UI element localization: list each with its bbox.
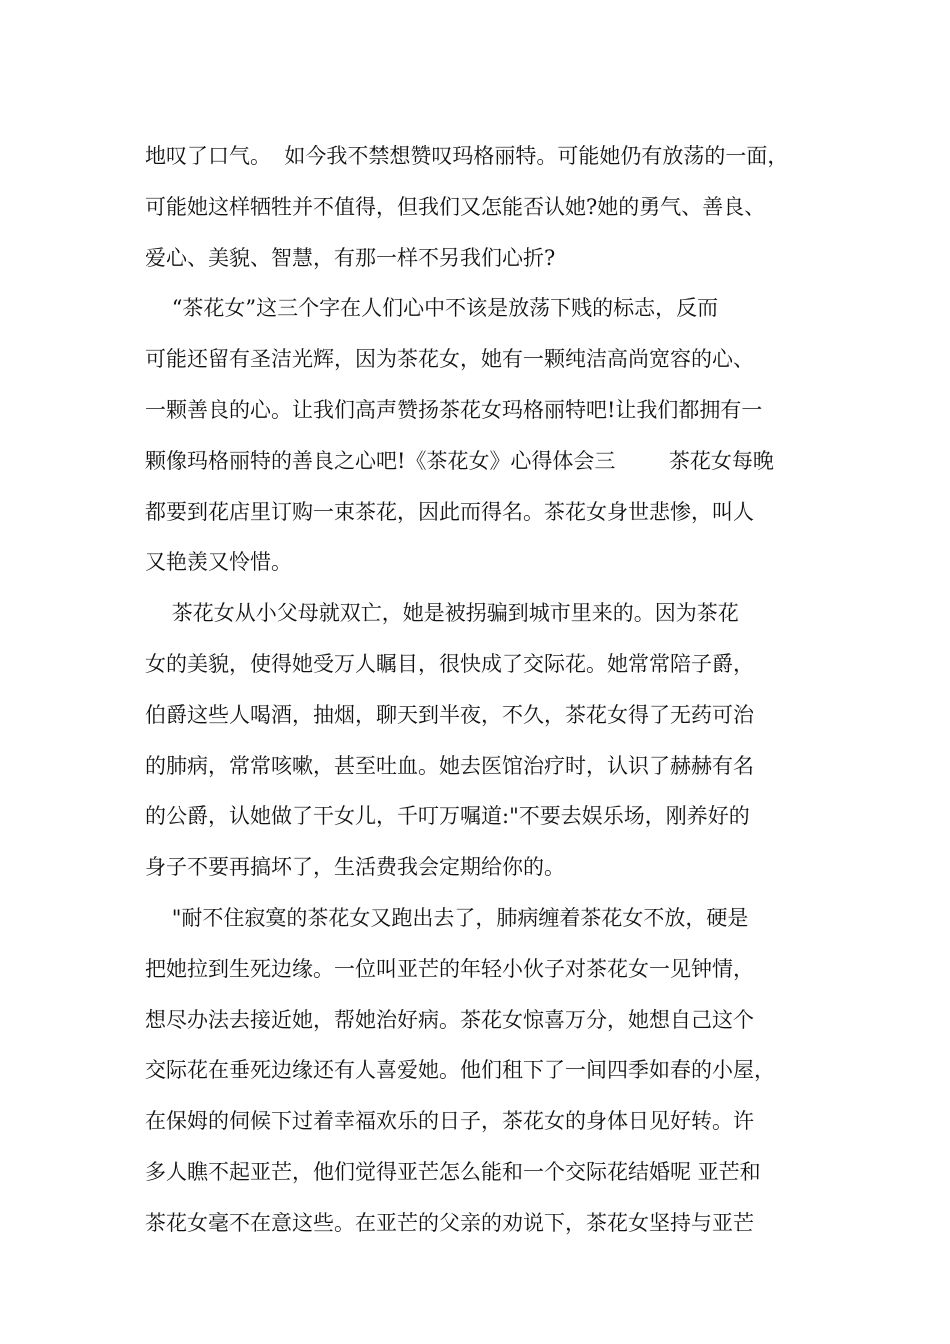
text-line: 交际花在垂死边缘还有人喜爱她。他们租下了一间四季如春的小屋， — [145, 1058, 775, 1083]
text-line: 一颗善良的心。让我们高声赞扬茶花女玛格丽特吧!让我们都拥有一 — [145, 397, 763, 422]
text-line: 多人瞧不起亚芒，他们觉得亚芒怎么能和一个交际花结婚呢 亚芒和 — [145, 1159, 761, 1184]
text-line: 的肺病，常常咳嗽，甚至吐血。她去医馆治疗时，认识了赫赫有名 — [145, 753, 754, 778]
text-line: 茶花女毫不在意这些。在亚芒的父亲的劝说下，茶花女坚持与亚芒 — [145, 1210, 754, 1235]
text-line: 可能她这样牺牲并不值得，但我们又怎能否认她?她的勇气、善良、 — [145, 194, 766, 219]
text-line: 身子不要再搞坏了，生活费我会定期给你的。 — [145, 855, 565, 880]
text-line: 都要到花店里订购一束茶花，因此而得名。茶花女身世悲惨，叫人 — [145, 499, 754, 524]
text-line: 又艳羡又怜惜。 — [145, 550, 292, 575]
text-line: 茶花女从小父母就双亡，她是被拐骗到城市里来的。因为茶花 — [145, 601, 739, 626]
text-line: 的公爵，认她做了干女儿，千叮万嘱道:"不要去娱乐场，刚养好的 — [145, 804, 750, 829]
text-line: 爱心、美貌、智慧，有那一样不另我们心折? — [145, 245, 556, 270]
text-line: 女的美貌，使得她受万人瞩目，很快成了交际花。她常常陪子爵， — [145, 651, 754, 676]
text-line: “茶花女”这三个字在人们心中不该是放荡下贱的标志，反而 — [145, 296, 719, 321]
text-line: 在保姆的伺候下过着幸福欢乐的日子，茶花女的身体日见好转。许 — [145, 1109, 754, 1134]
text-line: "耐不住寂寞的茶花女又跑出去了，肺病缠着茶花女不放，硬是 — [145, 905, 749, 930]
text-line: 可能还留有圣洁光辉，因为茶花女，她有一颗纯洁高尚宽容的心、 — [145, 347, 754, 372]
body-text — [145, 131, 810, 1249]
text-line: 想尽办法去接近她，帮她治好病。茶花女惊喜万分，她想自己这个 — [145, 1007, 754, 1032]
text-line: 颗像玛格丽特的善良之心吧!《茶花女》心得体会三 茶花女每晚 — [145, 448, 774, 473]
text-line: 地叹了口气。 如今我不禁想赞叹玛格丽特。可能她仍有放荡的一面， — [145, 144, 789, 168]
text-line: 把她拉到生死边缘。一位叫亚芒的年轻小伙子对茶花女一见钟情， — [145, 956, 754, 981]
text-line: 伯爵这些人喝酒，抽烟，聊天到半夜，不久，茶花女得了无药可治 — [145, 702, 754, 727]
